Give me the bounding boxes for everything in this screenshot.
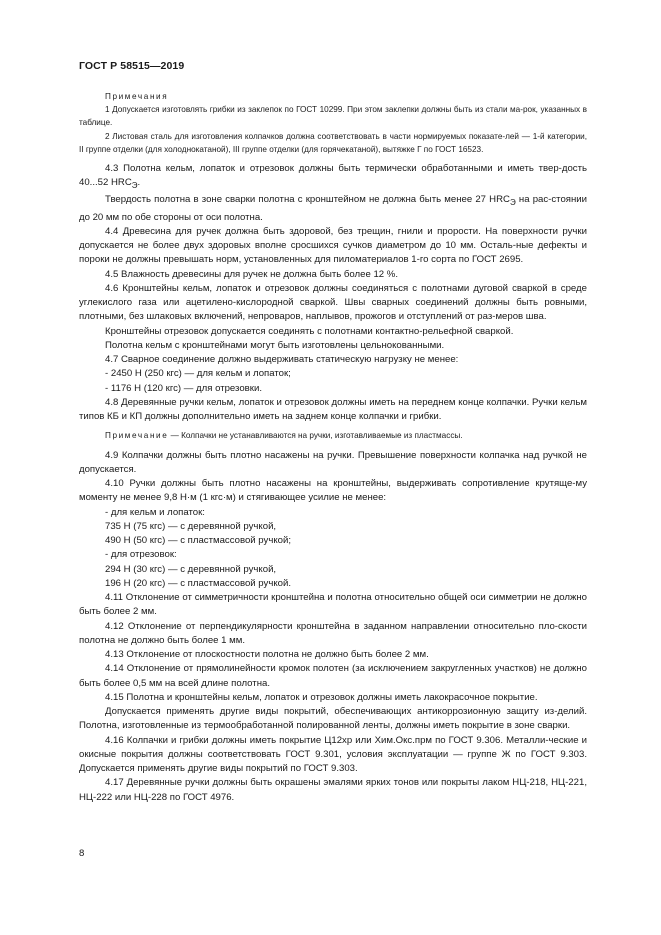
clause-4-6-c: Полотна кельм с кронштейнами могут быть изготовлены цельнокованными. xyxy=(105,339,445,351)
note-mid xyxy=(79,429,587,442)
clause-4-3-weld-post: на рас-стоянии до 20 мм по обе стороны от оси полотна. xyxy=(79,194,587,223)
clause-4-3-weld-sub: Э xyxy=(509,198,516,208)
clause-4-12: 4.12 Отклонение от перпендикулярности кронштейна в заданном направлении относительно пло-скости полотна не должно быть более 1 мм. xyxy=(79,620,587,646)
clause-4-7-a: - 2450 Н (250 кгс) — для кельм и лопаток; xyxy=(105,368,291,380)
clause-4-10-f: 196 Н (20 кгс) — с пластмассовой ручкой. xyxy=(105,577,291,589)
clause-4-16: 4.16 Колпачки и грибки должны иметь покрытие Ц12хр или Хим.Окс.прм по ГОСТ 9.306. Металли-ческие и окисные покрытия должны соответствовать ГОСТ 9.301, условия эксплуатации — группе Ж по ГОСТ 9.303. Допускается применять другие виды покрытий по ГОСТ 9.303. xyxy=(79,734,587,775)
clause-4-10-e: 294 Н (30 кгс) — с деревянной ручкой, xyxy=(105,563,277,575)
clause-4-15-b: Допускается применять другие виды покрытий, обеспечивающих антикоррозионную защиту из-делий. Полотна, изготовленные из термообработанной полированной ленты, должны иметь покрытие в зоне сварки. xyxy=(79,706,587,732)
clause-4-14: 4.14 Отклонение от прямолинейности кромок полотен (за исключением закругленных участков) не должно быть более 0,5 мм на всей длине полотна. xyxy=(79,663,587,689)
clause-4-7: 4.7 Сварное соединение должно выдерживать статическую нагрузку не менее: xyxy=(105,354,459,366)
page-content xyxy=(79,90,587,805)
clause-4-10-c: 490 Н (50 кгс) — с пластмассовой ручкой; xyxy=(105,535,291,547)
clause-4-3-text: 4.3 Полотна кельм, лопаток и отрезовок должны быть термически обработанными и иметь твер-дость 40...52 HRC xyxy=(79,163,587,189)
page-header: ГОСТ Р 58515—2019 xyxy=(79,60,185,72)
clause-4-3 xyxy=(79,162,587,193)
clause-4-11: 4.11 Отклонение от симметричности кронштейна и полотна относительно общей оси симметрии не должно быть более 2 мм. xyxy=(79,592,587,618)
note-mid-text: — Колпачки не устанавливаются на ручки, изготавливаемые из пластмассы. xyxy=(168,431,463,441)
note-mid-heading: Примечание xyxy=(105,431,169,441)
note-1: 1 Допускается изготовлять грибки из заклепок по ГОСТ 10299. При этом заклепки должны быть из стали ма-рок, указанных в таблице. xyxy=(79,105,587,128)
clause-4-10-b: 735 Н (75 кгс) — с деревянной ручкой, xyxy=(105,520,277,532)
page-number: 8 xyxy=(79,848,85,859)
clause-4-17: 4.17 Деревянные ручки должны быть окрашены эмалями ярких тонов или покрыты лаком НЦ-218, НЦ-221, НЦ-222 или НЦ-228 по ГОСТ 4976. xyxy=(79,777,587,803)
clause-4-4: 4.4 Древесина для ручек должна быть здоровой, без трещин, гнили и прорости. На поверхности ручки допускается не более двух здоровых вполне сросшихся сучков диаметром до 10 мм. Осталь-ные дефекты и пороки не должны превышать норм, установленных для пиломатериалов 1-го сорта по ГОСТ 2695. xyxy=(79,225,587,266)
clause-4-9: 4.9 Колпачки должны быть плотно насажены на ручки. Превышение поверхности колпачка над ручкой не допускается. xyxy=(79,449,587,475)
clause-4-6-b: Кронштейны отрезовок допускается соединять с полотнами контактно-рельефной сваркой. xyxy=(105,325,514,337)
clause-4-8: 4.8 Деревянные ручки кельм, лопаток и отрезовок должны иметь на переднем конце колпачки. Ручки кельм типов КБ и КП должны дополнительно иметь на заднем конце колпачки и грибки. xyxy=(79,396,587,423)
clause-4-5: 4.5 Влажность древесины для ручек не должна быть более 12 %. xyxy=(105,268,398,280)
clause-4-15: 4.15 Полотна и кронштейны кельм, лопаток и отрезовок должны иметь лакокрасочное покрытие. xyxy=(105,691,538,703)
clause-4-3-weld xyxy=(79,193,587,224)
notes-heading: Примечания xyxy=(105,92,169,101)
clause-4-10-a: - для кельм и лопаток: xyxy=(105,506,205,518)
note-2: 2 Листовая сталь для изготовления колпачков должна соответствовать в части нормируемых показате-лей — 1-й категории, II группе отделки (для холоднокатаной), III группе отделки (для горячекатаной), вытяжке Г по ГОСТ 16523. xyxy=(79,131,587,154)
clause-4-10: 4.10 Ручки должны быть плотно насажены на кронштейны, выдерживать сопротивление крутяще-му моменту не менее 9,8 Н·м (1 кгс·м) и стягивающее усилие не менее: xyxy=(79,478,587,504)
clause-4-13: 4.13 Отклонение от плоскостности полотна не должно быть более 2 мм. xyxy=(105,649,429,661)
clause-4-3-end: . xyxy=(137,177,141,189)
clause-4-3-sub: Э xyxy=(131,181,138,191)
clause-4-3-weld-pre: Твердость полотна в зоне сварки полотна с кронштейном не должна быть менее 27 HRC xyxy=(105,194,510,206)
clause-4-7-b: - 1176 Н (120 кгс) — для отрезовки. xyxy=(105,382,262,394)
clause-4-10-d: - для отрезовок: xyxy=(105,549,177,561)
clause-4-6: 4.6 Кронштейны кельм, лопаток и отрезовок должны соединяться с полотнами дуговой сваркой в среде углекислого газа или ацетилено-кислородной сваркой. Швы сварных соединений должны быть ровными, плотными, без шлаковых включений, непроваров, наплывов, прожогов и отступлений от раз-меров шва. xyxy=(79,282,587,323)
